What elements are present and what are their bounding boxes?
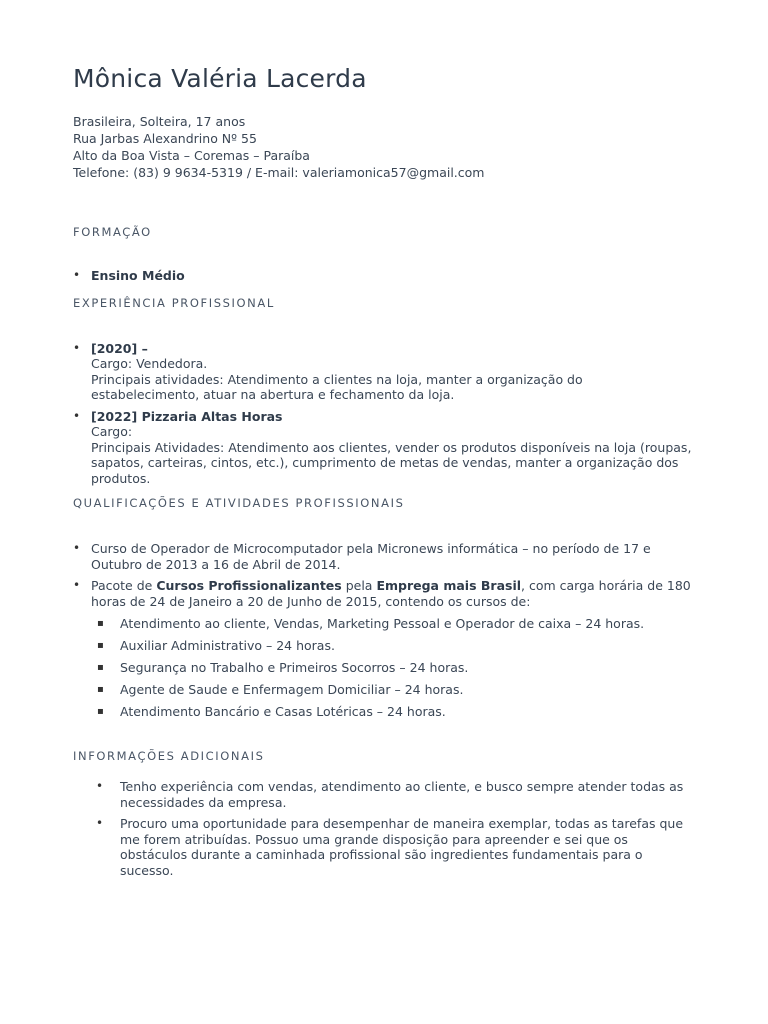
personal-info: Brasileira, Solteira, 17 anos bbox=[73, 114, 246, 129]
experiencia-list bbox=[73, 341, 693, 487]
section-title-experiencia: EXPERIÊNCIA PROFISSIONAL bbox=[73, 295, 275, 310]
sublist-item: ▪ Atendimento ao cliente, Vendas, Marketing Pessoal e Operador de caixa – 24 horas. bbox=[73, 613, 693, 635]
sublist-item: ▪ Segurança no Trabalho e Primeiros Socorros – 24 horas. bbox=[73, 657, 693, 679]
list-item bbox=[73, 341, 693, 403]
contact-block bbox=[73, 113, 693, 181]
list-item: • Procuro uma oportunidade para desempenhar de maneira exemplar, todas as tarefas que me forem atribuídas. Possuo uma grande disposição para apreender e sei que os obstáculos durante a caminhada profissional são ingredientes fundamentais para o sucesso. bbox=[73, 816, 693, 878]
address-city: Alto da Boa Vista – Coremas – Paraíba bbox=[73, 148, 310, 163]
list-item: • Curso de Operador de Microcomputador pela Micronews informática – no período de 17 e Outubro de 2013 a 16 de Abril de 2014. bbox=[73, 541, 693, 572]
section-title-informacoes: INFORMAÇÕES ADICIONAIS bbox=[73, 749, 265, 763]
list-item bbox=[73, 409, 693, 487]
candidate-name: Mônica Valéria Lacerda bbox=[73, 64, 367, 93]
cursos-sublist bbox=[73, 613, 693, 723]
informacoes-list bbox=[73, 779, 693, 878]
section-title-qualificacoes: QUALIFICAÇÕES E ATIVIDADES PROFISSIONAIS bbox=[73, 496, 405, 510]
sublist-item: ▪ Agente de Saude e Enfermagem Domiciliar – 24 horas. bbox=[73, 679, 693, 701]
sublist-item: ▪ Atendimento Bancário e Casas Lotéricas – 24 horas. bbox=[73, 701, 693, 723]
section-title-formacao: FORMAÇÃO bbox=[73, 225, 152, 239]
resume-page bbox=[73, 64, 693, 878]
job-heading: • [2022] Pizzaria Altas Horas bbox=[91, 408, 283, 424]
job-heading: • [2020] – bbox=[91, 340, 148, 356]
job-cargo: Cargo: bbox=[91, 424, 133, 439]
list-item: • Tenho experiência com vendas, atendimento ao cliente, e busco sempre atender todas as necessidades da empresa. bbox=[73, 779, 693, 810]
job-activities: Principais atividades: Atendimento a clientes na loja, manter a organização do estabelecimento, atuar na abertura e fechamento da loja. bbox=[91, 371, 583, 402]
job-activities: Principais Atividades: Atendimento aos clientes, vender os produtos disponíveis na loja (roupas, sapatos, carteiras, cintos, etc.), cumprimento de metas de vendas, manter a organização dos produtos. bbox=[91, 439, 692, 486]
phone-email: Telefone: (83) 9 9634-5319 / E-mail: valeriamonica57@gmail.com bbox=[73, 165, 485, 180]
address-street: Rua Jarbas Alexandrino Nº 55 bbox=[73, 131, 257, 146]
qualificacoes-list bbox=[73, 541, 693, 723]
list-item: • Pacote de Cursos Profissionalizantes pela Emprega mais Brasil, com carga horária de 180 horas de 24 de Janeiro a 20 de Junho de 2015, contendo os cursos de: ▪ Atendimento ao cliente, Vendas, Marketing Pessoal e Operador de caixa – 24 horas. ▪ Auxiliar Administrativo – 24 horas. ▪ Segurança no Trabalho e Primeiros Socorros – 24 horas. ▪ Agente de Saude e Enfermagem Domiciliar – 24 horas. ▪ Atendimento Bancário e Casas Lotéricas – 24 horas. bbox=[73, 578, 693, 723]
job-cargo: Cargo: Vendedora. bbox=[91, 356, 208, 371]
formacao-list bbox=[73, 268, 693, 284]
list-item: • Ensino Médio bbox=[73, 268, 693, 284]
sublist-item: ▪ Auxiliar Administrativo – 24 horas. bbox=[73, 635, 693, 657]
